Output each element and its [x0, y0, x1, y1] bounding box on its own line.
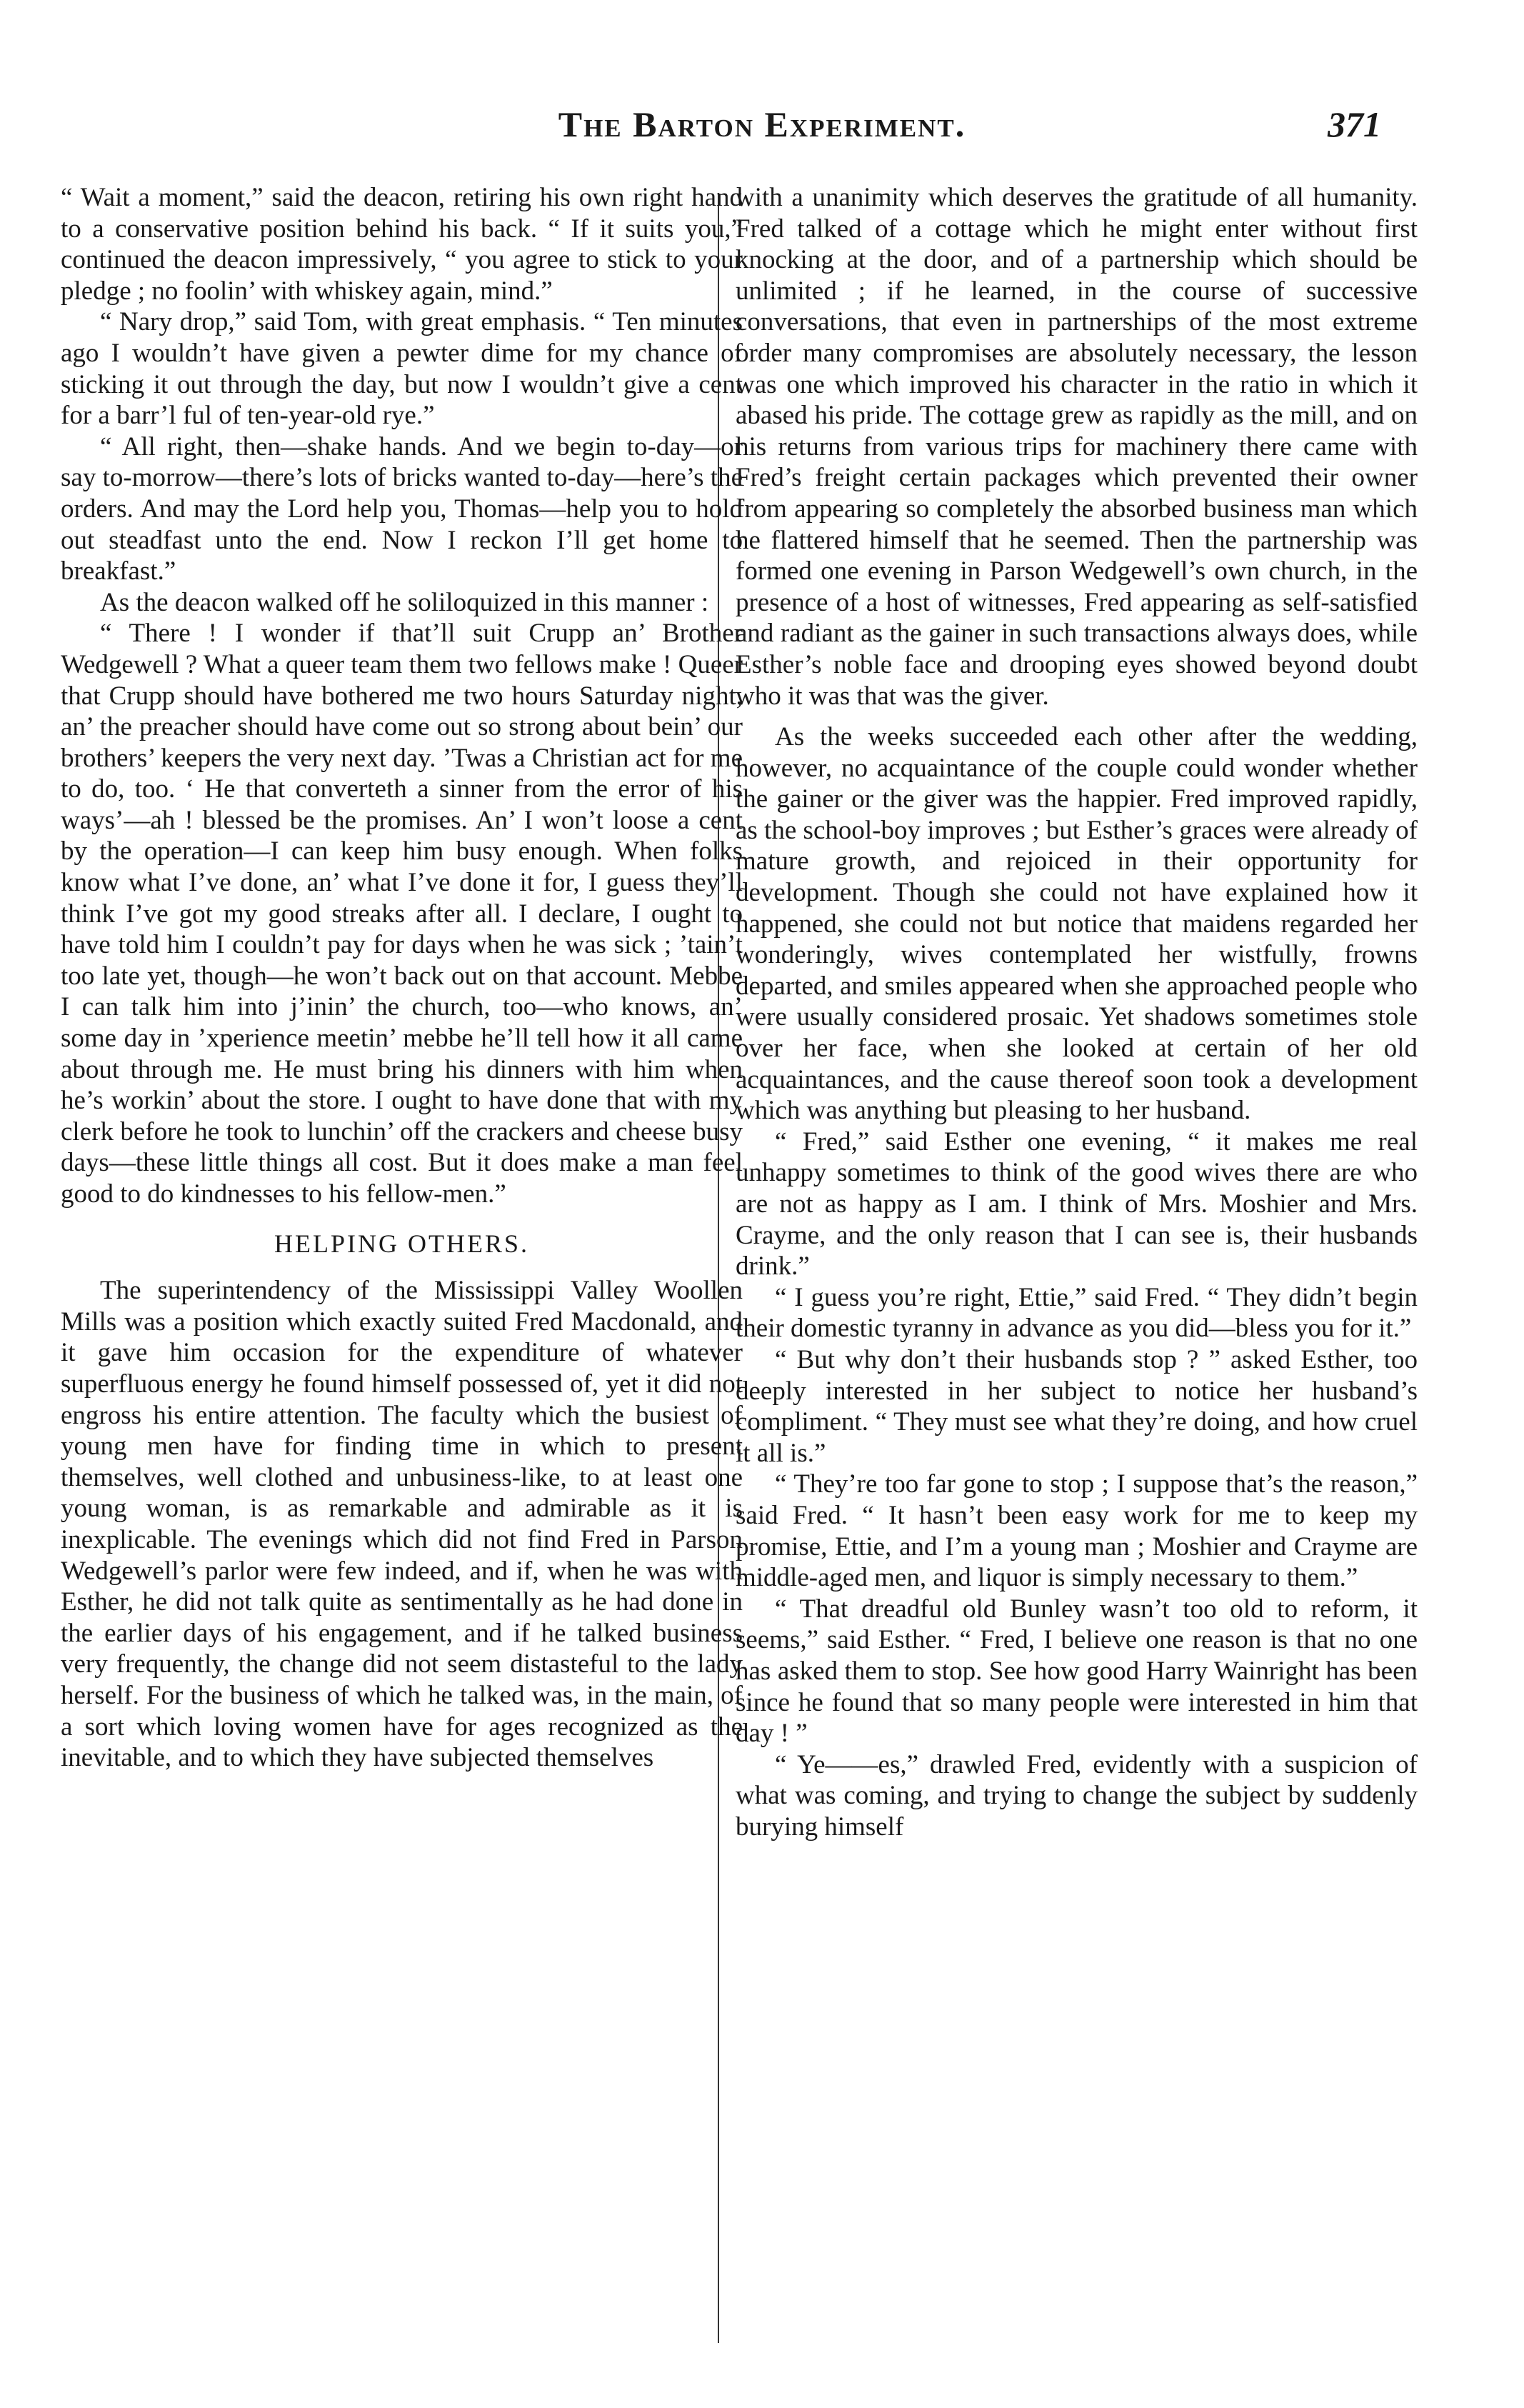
paragraph: “ That dreadful old Bunley wasn’t too old to reform, it seems,” said Esther. “ Fred, I believe one reason is that no one has asked them to stop. See how good Harry Wainright has been since he found that so many people were interested in him that day ! ” — [736, 1594, 1418, 1749]
page-header — [0, 96, 1524, 161]
paragraph-continuation: with a unanimity which deserves the gratitude of all humanity. Fred talked of a cottage which he might enter without first knocking at the door, and of a partnership which should be unlimited ; if he learned, in the course of successive conversations, that even in partnerships of the most extreme order many compromises are absolutely necessary, the lesson was one which improved his character in the ratio in which it abased his pride. The cottage grew as rapidly as the mill, and on his returns from various trips for machinery there came with Fred’s freight certain packages which prevented their owner from appearing so completely the absorbed business man which he flattered himself that he seemed. Then the partnership was formed one evening in Parson Wedgewell’s own church, in the presence of a host of witnesses, Fred appearing as self-satisfied and radiant as the gainer in such transactions always does, while Esther’s noble face and drooping eyes showed beyond doubt who it was that was the giver. — [736, 183, 1418, 711]
right-column — [736, 182, 1418, 1842]
paragraph: “ But why don’t their husbands stop ? ” asked Esther, too deeply interested in her subject to notice her husband’s compliment. “ They must see what they’re doing, and how cruel it all is.” — [736, 1344, 1418, 1468]
page-number: 371 — [1328, 104, 1381, 144]
paragraph: “ Nary drop,” said Tom, with great emphasis. “ Ten minutes ago I wouldn’t have given a pewter dime for my chance of sticking it out through the day, but now I wouldn’t give a cent for a barr’l ful of ten-year-old rye.” — [61, 307, 743, 431]
paragraph: “ Wait a moment,” said the deacon, retiring his own right hand to a conservative position behind his back. “ If it suits you,” continued the deacon impressively, “ you agree to stick to your pledge ; no foolin’ with whiskey again, mind.” — [61, 183, 743, 306]
section-heading: HELPING OTHERS. — [274, 1229, 529, 1258]
paragraph: The superintendency of the Mississippi Valley Woollen Mills was a position which exactly suited Fred Macdonald, and it gave him occasion for the expenditure of whatever superfluous energy he found himself possessed of, yet it did not engross his entire attention. The faculty which the busiest of young men have for finding time in which to present themselves, well clothed and unbusiness-like, to at least one young woman, is as remarkable and admirable as it is inexplicable. The evenings which did not find Fred in Parson Wedgewell’s parlor were few indeed, and if, when he was with Esther, he did not talk quite as sentimentally as he had done in the earlier days of his engagement, and if he talked business very frequently, the change did not seem distasteful to the lady herself. For the business of which he talked was, in the main, of a sort which loving women have for ages recognized as the inevitable, and to which they have subjected themselves — [61, 1276, 743, 1773]
paragraph: As the deacon walked off he soliloquized in this manner : — [100, 587, 709, 617]
left-column — [61, 182, 743, 1774]
running-title: The Barton Experiment. — [558, 104, 966, 144]
paragraph: As the weeks succeeded each other after the wedding, however, no acquaintance of the couple could wonder whether the gainer or the giver was the happier. Fred improved rapidly, as the school-boy improves ; but Esther’s graces were already of mature growth, and rejoiced in their opportunity for development. Though she could not have explained how it happened, she could not but notice that maidens regarded her wonderingly, wives contemplated her wistfully, frowns departed, and smiles appeared when she approached people who were usually considered prosaic. Yet shadows sometimes stole over her face, when she looked at certain of her old acquaintances, and the cause thereof soon took a development which was anything but pleasing to her husband. — [736, 722, 1418, 1126]
paragraph: “ I guess you’re right, Ettie,” said Fred. “ They didn’t begin their domestic tyranny in advance as you did—bless you for it.” — [736, 1282, 1418, 1344]
paragraph: “ All right, then—shake hands. And we begin to-day—or say to-morrow—there’s lots of bricks wanted to-day—here’s the orders. And may the Lord help you, Thomas—help you to hold out steadfast unto the end. Now I reckon I’ll get home to breakfast.” — [61, 431, 743, 586]
paragraph: “ There ! I wonder if that’ll suit Crupp an’ Brother Wedgewell ? What a queer team them two fellows make ! Queer that Crupp should have bothered me two hours Saturday night, an’ the preacher should have come out so strong about bein’ our brothers’ keepers the very next day. ’Twas a Christian act for me to do, too. ‘ He that converteth a sinner from the error of his ways’—ah ! blessed be the promises. An’ I won’t loose a cent by the operation—I can keep him busy enough. When folks know what I’ve done, an’ what I’ve done it for, I guess they’ll think I’ve got my good streaks after all. I declare, I ought to have told him I couldn’t pay for days when he was sick ; ’tain’t too late yet, though—he won’t back out on that account. Mebbe I can talk him into j’inin’ the church, too—who knows, an’ some day in ’xperience meetin’ mebbe he’ll tell how it all came about through me. He must bring his dinners with him when he’s workin’ about the store. I ought to have done that with my clerk before he took to lunchin’ off the crackers and cheese busy days—these little things all cost. But it does make a man feel good to do kindnesses to his fellow-men.” — [61, 619, 743, 1209]
paragraph: “ Ye——es,” drawled Fred, evidently with a suspicion of what was coming, and trying to change the subject by suddenly burying himself — [736, 1749, 1418, 1842]
paragraph: “ They’re too far gone to stop ; I suppose that’s the reason,” said Fred. “ It hasn’t been easy work for me to keep my promise, Ettie, and I’m a young man ; Moshier and Crayme are middle-aged men, and liquor is simply necessary to them.” — [736, 1469, 1418, 1593]
paragraph: “ Fred,” said Esther one evening, “ it makes me real unhappy sometimes to think of the good wives there are who are not as happy as I am. I think of Mrs. Moshier and Mrs. Crayme, and the only reason that I can see is, their husbands drink.” — [736, 1126, 1418, 1282]
